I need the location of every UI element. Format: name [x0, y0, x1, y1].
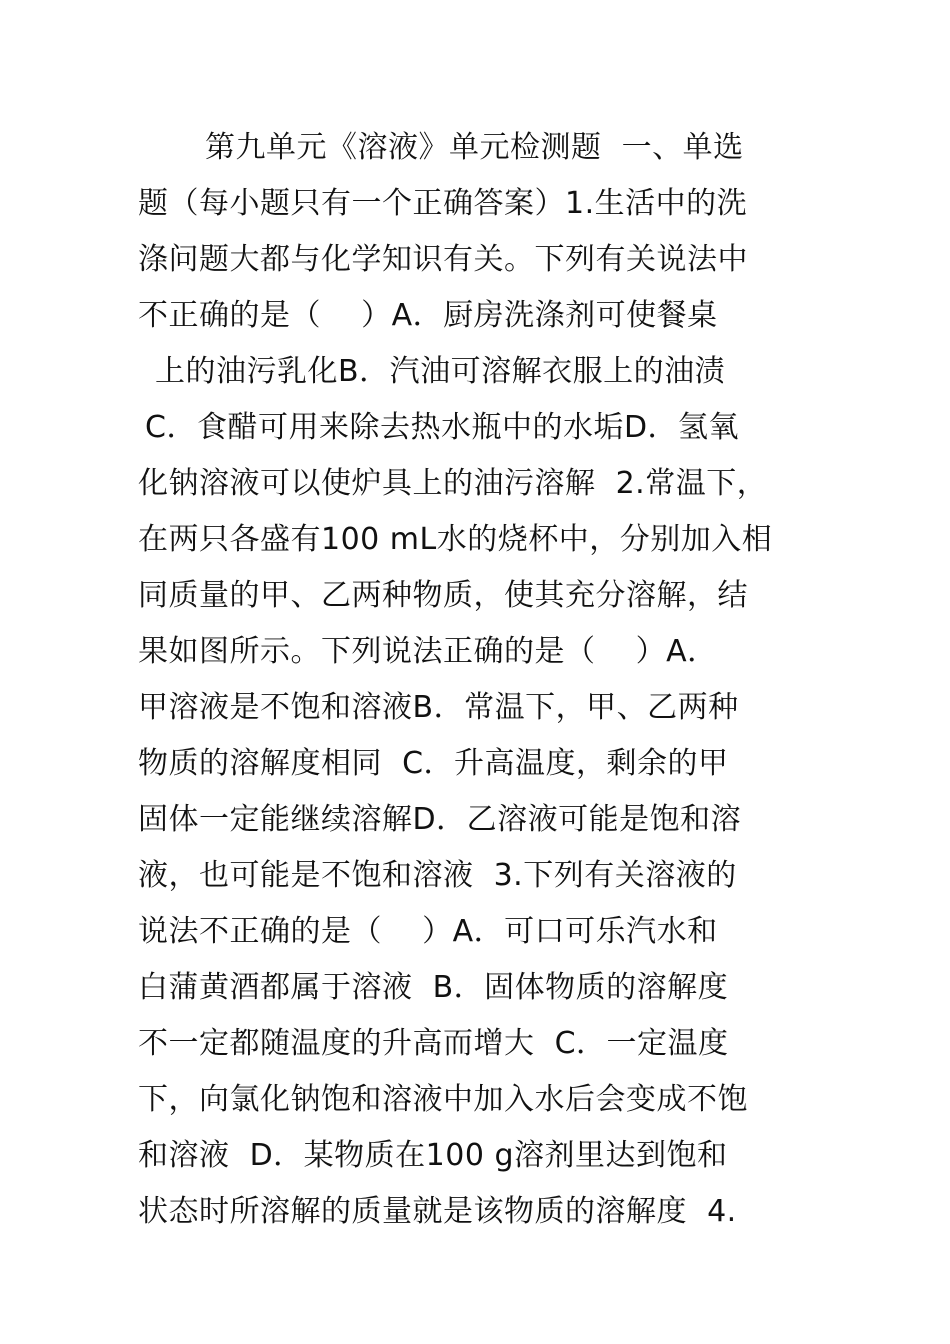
- text-line-1: 第九单元《溶液》单元检测题 一、单选: [205, 130, 744, 165]
- text-line-6: C．食醋可用来除去热水瓶中的水垢D．氢氧: [145, 410, 740, 445]
- text-line-4: 不正确的是（ ）A．厨房洗涤剂可使餐桌: [138, 298, 718, 333]
- text-line-5: 上的油污乳化B．汽油可溶解衣服上的油渍: [155, 354, 726, 389]
- text-line-7: 化钠溶液可以使炉具上的油污溶解 2.常温下，: [138, 466, 768, 501]
- text-line-20: 状态时所溶解的质量就是该物质的溶解度 4.: [138, 1194, 737, 1229]
- text-line-2: 题（每小题只有一个正确答案）1.生活中的洗: [138, 186, 748, 221]
- text-line-13: 固体一定能继续溶解D．乙溶液可能是饱和溶: [138, 802, 742, 837]
- text-line-3: 涤问题大都与化学知识有关。下列有关说法中: [138, 242, 748, 277]
- text-line-19: 和溶液 D．某物质在100 g溶剂里达到饱和: [138, 1138, 728, 1173]
- text-line-11: 甲溶液是不饱和溶液B．常温下，甲、乙两种: [138, 690, 739, 725]
- text-line-16: 白蒲黄酒都属于溶液 B．固体物质的溶解度: [138, 970, 729, 1005]
- text-line-15: 说法不正确的是（ ）A．可口可乐汽水和: [138, 914, 718, 949]
- text-line-9: 同质量的甲、乙两种物质，使其充分溶解，结: [138, 578, 748, 613]
- text-line-8: 在两只各盛有100 mL水的烧杯中，分别加入相: [138, 522, 773, 557]
- text-line-18: 下，向氯化钠饱和溶液中加入水后会变成不饱: [138, 1082, 748, 1117]
- text-line-14: 液，也可能是不饱和溶液 3.下列有关溶液的: [138, 858, 737, 893]
- text-line-10: 果如图所示。下列说法正确的是（ ）A．: [138, 634, 718, 669]
- text-line-12: 物质的溶解度相同 C．升高温度，剩余的甲: [138, 746, 729, 781]
- text-line-17: 不一定都随温度的升高而增大 C．一定温度: [138, 1026, 729, 1061]
